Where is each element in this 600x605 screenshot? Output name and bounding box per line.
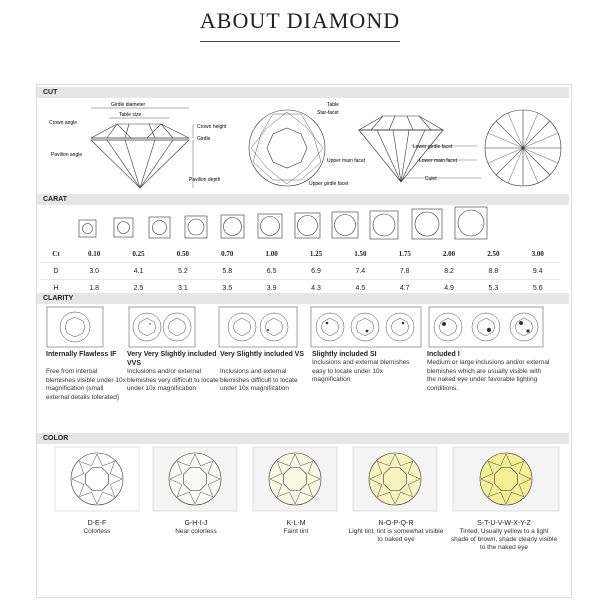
page-title: ABOUT DIAMOND (199, 8, 401, 33)
side-profile-diamond (91, 108, 193, 188)
h-value: 3.1 (161, 280, 205, 297)
ct-value: 3.00 (516, 246, 560, 263)
ct-value: 0.10 (72, 246, 116, 263)
table-row (40, 246, 560, 263)
label-table-size: Table size (119, 112, 142, 118)
color-diamond-2 (253, 447, 337, 511)
row-label-d: D (40, 263, 72, 280)
clarity-desc-i: Medium or large inclusions and/or external blemishes which are usually visible with the naked eye under favorable lighting conditions. (427, 359, 550, 392)
h-value: 1.8 (72, 280, 116, 297)
color-grade-def: D-E-F (87, 520, 107, 527)
clarity-grade-vs: Very Slightly included VS (220, 351, 305, 358)
clarity-desc-si: Inclusions and external blemishes easy to locate under 10x magnification (312, 359, 410, 383)
ct-value: 0.25 (116, 246, 160, 263)
h-value: 3.9 (249, 280, 293, 297)
label-table: Table (327, 102, 339, 108)
clarity-grade-vvs: Very Very Slightly included VVS (127, 351, 217, 367)
d-value: 7.8 (383, 263, 427, 280)
color-grade-ghij: G-H-I-J (184, 520, 208, 527)
top-view-diamond (249, 110, 325, 186)
color-desc-nopqr: Light tint, tint is somewhat visible to naked eye (348, 528, 444, 543)
d-value: 5.2 (161, 263, 205, 280)
clarity-grade-si: Slightly included SI (312, 351, 377, 358)
section-title-cut: CUT (43, 89, 58, 96)
color-desc-ghij: Near colorless (175, 528, 217, 535)
ct-value: 1.75 (383, 246, 427, 263)
label-star-facet: Star-facet (317, 110, 339, 116)
row-label-h: H (40, 280, 72, 297)
label-pavilion-depth: Pavilion depth (189, 177, 221, 183)
clarity-diagrams (37, 306, 569, 348)
section-title-carat: CARAT (43, 196, 67, 203)
ct-value: 0.70 (205, 246, 249, 263)
label-crown-height: Crown height (197, 124, 227, 130)
table-row (40, 263, 560, 280)
clarity-desc-if: Free from internal blemishes visible under 10x magnification (small external details tolerated) (46, 368, 126, 401)
h-value: 4.9 (427, 280, 471, 297)
section-header-color (37, 433, 569, 444)
ct-value: 1.00 (249, 246, 293, 263)
section-title-clarity: CLARITY (43, 295, 74, 302)
color-desc-klm: Faint tint (283, 528, 309, 535)
h-value: 2.5 (116, 280, 160, 297)
section-header-clarity (37, 293, 569, 304)
color-diamond-3 (353, 447, 437, 511)
color-desc-stuvwxyz: Tinted, Usually yellow to a light shade of brown, shade clearly visible to the naked eye (450, 528, 558, 551)
d-value: 6.9 (294, 263, 338, 280)
color-diamond-4 (453, 447, 559, 511)
label-lower-main-facet: Lower main facet (419, 158, 458, 164)
color-diamond-0 (55, 447, 139, 511)
d-value: 9.4 (516, 263, 560, 280)
label-girdle: Girdle (197, 136, 211, 142)
h-value: 3.5 (205, 280, 249, 297)
d-value: 8.2 (427, 263, 471, 280)
h-value: 4.3 (294, 280, 338, 297)
label-culet: Culet (425, 176, 437, 182)
ct-value: 2.50 (471, 246, 515, 263)
carat-table (40, 246, 560, 297)
section-header-carat (37, 194, 569, 205)
section-title-color: COLOR (43, 435, 69, 442)
ct-value: 0.50 (161, 246, 205, 263)
label-pavilion-angle: Pavilion angle (51, 152, 83, 158)
ct-value: 1.25 (294, 246, 338, 263)
h-value: 5.3 (471, 280, 515, 297)
color-grade-klm: K-L-M (286, 520, 306, 527)
color-grade-stuvwxyz: S-T-U-V-W-X-Y-Z (477, 520, 531, 527)
title-underline (200, 41, 400, 42)
h-value: 4.7 (383, 280, 427, 297)
label-lower-girdle-facet: Lower girdle facet (413, 144, 453, 150)
clarity-grade-if: Internally Flawless IF (46, 351, 117, 358)
section-header-cut (37, 87, 569, 98)
label-girdle-diameter: Girdle diameter (111, 102, 146, 108)
d-value: 7.4 (338, 263, 382, 280)
d-value: 6.5 (249, 263, 293, 280)
clarity-desc-vs: Inclusions and external blemishes difficult to locate under 10x magnification (220, 368, 298, 392)
label-crown-angle: Crown angle (49, 120, 78, 126)
clarity-grade-i: Included I (427, 351, 460, 358)
carat-size-icons (37, 206, 569, 246)
row-label-ct: Ct (40, 246, 72, 263)
d-value: 5.8 (205, 263, 249, 280)
d-value: 8.8 (471, 263, 515, 280)
h-value: 4.5 (338, 280, 382, 297)
color-diamond-1 (153, 447, 237, 511)
d-value: 3.0 (72, 263, 116, 280)
ct-value: 2.00 (427, 246, 471, 263)
color-desc-def: Colorless (83, 528, 111, 535)
ct-value: 1.50 (338, 246, 382, 263)
d-value: 4.1 (116, 263, 160, 280)
h-value: 5.6 (516, 280, 560, 297)
color-diagrams (37, 445, 569, 517)
cut-diagram (37, 100, 569, 192)
label-upper-main-facet: Upper main facet (327, 158, 366, 164)
color-grade-nopqr: N-O-P-Q-R (378, 520, 414, 527)
clarity-desc-vvs: Inclusions and/or external blemishes very difficult to locate under 10x magnification (127, 368, 219, 392)
bottom-view-diamond (485, 110, 561, 186)
label-upper-girdle-facet: Upper girdle facet (309, 181, 349, 187)
